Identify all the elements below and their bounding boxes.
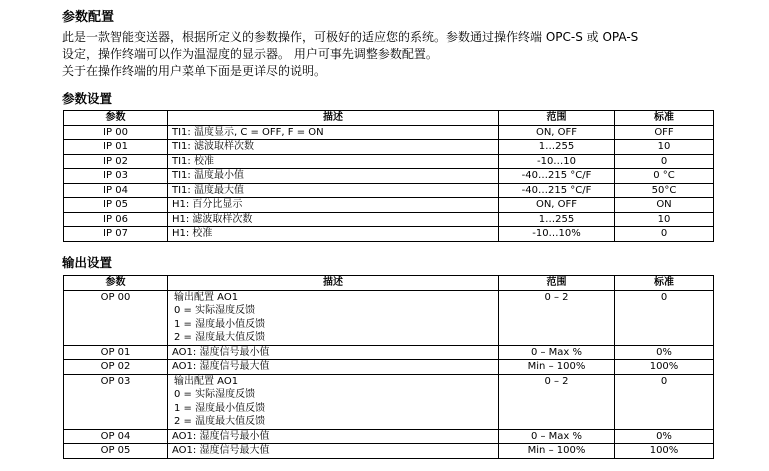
output-standard: 100% bbox=[615, 360, 714, 375]
param-code: IP 06 bbox=[64, 212, 168, 227]
output-range: 0 – 2 bbox=[499, 374, 615, 429]
param-range: -10…10 bbox=[499, 154, 615, 169]
table-row bbox=[64, 227, 714, 242]
output-desc bbox=[168, 374, 499, 429]
output-code: OP 02 bbox=[64, 360, 168, 375]
header-standard: 标准 bbox=[615, 276, 714, 291]
output-desc-option: 2 = 湿度最大值反馈 bbox=[174, 332, 266, 343]
output-desc-option: 1 = 湿度最小值反馈 bbox=[174, 402, 266, 414]
param-standard: 0 °C bbox=[615, 169, 714, 184]
output-standard: 0% bbox=[615, 345, 714, 360]
param-standard: ON bbox=[615, 198, 714, 213]
param-desc: TI1: 滤波取样次数 bbox=[168, 140, 499, 155]
header-desc: 描述 bbox=[168, 276, 499, 291]
table-row bbox=[64, 374, 714, 429]
header-param: 参数 bbox=[64, 276, 168, 291]
table-row bbox=[64, 140, 714, 155]
output-standard: 0 bbox=[615, 374, 714, 429]
header-range: 范围 bbox=[499, 111, 615, 126]
output-standard: 100% bbox=[615, 444, 714, 459]
param-desc: TI1: 温度最小值 bbox=[168, 169, 499, 184]
param-range: -40…215 °C/F bbox=[499, 169, 615, 184]
table-row bbox=[64, 290, 714, 345]
header-range: 范围 bbox=[499, 276, 615, 291]
output-table-header bbox=[64, 276, 714, 291]
section-title-output: 输出设置 bbox=[62, 255, 113, 270]
table-row bbox=[64, 125, 714, 140]
output-range: 0 – Max % bbox=[499, 345, 615, 360]
output-desc: AO1: 湿度信号最小值 bbox=[168, 429, 499, 444]
table-row bbox=[64, 198, 714, 213]
param-desc: TI1: 温度最大值 bbox=[168, 183, 499, 198]
param-desc: H1: 百分比显示 bbox=[168, 198, 499, 213]
output-code: OP 00 bbox=[64, 290, 168, 345]
intro-line-2: 设定，操作终端可以作为温湿度的显示器。 用户可事先调整参数配置。 bbox=[62, 47, 438, 61]
table-row bbox=[64, 429, 714, 444]
param-desc: TI1: 温度显示, C = OFF, F = ON bbox=[168, 125, 499, 140]
param-range: ON, OFF bbox=[499, 198, 615, 213]
output-code: OP 01 bbox=[64, 345, 168, 360]
output-table bbox=[63, 275, 714, 459]
intro-line-1: 此是一款智能变送器，根据所定义的参数操作，可极好的适应您的系统。参数通过操作终端 OPC-S 或 OPA-S bbox=[62, 30, 639, 44]
output-desc: AO1: 湿度信号最大值 bbox=[168, 360, 499, 375]
param-range: ON, OFF bbox=[499, 125, 615, 140]
header-param: 参数 bbox=[64, 111, 168, 126]
param-code: IP 04 bbox=[64, 183, 168, 198]
output-desc-option: 0 = 实际湿度反馈 bbox=[174, 389, 256, 400]
table-row bbox=[64, 183, 714, 198]
param-standard: OFF bbox=[615, 125, 714, 140]
output-desc: AO1: 湿度信号最大值 bbox=[168, 444, 499, 459]
output-code: OP 05 bbox=[64, 444, 168, 459]
header-desc: 描述 bbox=[168, 111, 499, 126]
output-desc-option: 1 = 湿度最小值反馈 bbox=[174, 318, 266, 330]
table-row bbox=[64, 444, 714, 459]
table-row bbox=[64, 212, 714, 227]
table-row bbox=[64, 169, 714, 184]
param-code: IP 01 bbox=[64, 140, 168, 155]
output-range: Min – 100% bbox=[499, 360, 615, 375]
param-code: IP 05 bbox=[64, 198, 168, 213]
param-desc: TI1: 校准 bbox=[168, 154, 499, 169]
param-standard: 0 bbox=[615, 227, 714, 242]
param-desc: H1: 校准 bbox=[168, 227, 499, 242]
section-title-config: 参数配置 bbox=[62, 10, 115, 25]
table-row bbox=[64, 345, 714, 360]
param-code: IP 07 bbox=[64, 227, 168, 242]
table-row bbox=[64, 154, 714, 169]
param-standard: 50°C bbox=[615, 183, 714, 198]
param-range: 1…255 bbox=[499, 140, 615, 155]
param-standard: 10 bbox=[615, 140, 714, 155]
param-table-header bbox=[64, 111, 714, 126]
output-desc-option: 2 = 温度最大值反馈 bbox=[174, 416, 266, 427]
output-desc: AO1: 湿度信号最小值 bbox=[168, 345, 499, 360]
output-range: 0 – 2 bbox=[499, 290, 615, 345]
output-range: Min – 100% bbox=[499, 444, 615, 459]
param-range: -10…10% bbox=[499, 227, 615, 242]
output-desc-option: 0 = 实际湿度反馈 bbox=[174, 305, 256, 316]
intro-line-3: 关于在操作终端的用户菜单下面是更详尽的说明。 bbox=[62, 64, 327, 78]
param-code: IP 00 bbox=[64, 125, 168, 140]
param-code: IP 02 bbox=[64, 154, 168, 169]
param-desc: H1: 滤波取样次数 bbox=[168, 212, 499, 227]
section-title-params: 参数设置 bbox=[62, 91, 113, 106]
param-standard: 10 bbox=[615, 212, 714, 227]
output-standard: 0% bbox=[615, 429, 714, 444]
output-desc bbox=[168, 290, 499, 345]
param-range: 1…255 bbox=[499, 212, 615, 227]
output-standard: 0 bbox=[615, 290, 714, 345]
output-desc-title: 输出配置 AO1 bbox=[174, 375, 239, 387]
output-code: OP 04 bbox=[64, 429, 168, 444]
param-standard: 0 bbox=[615, 154, 714, 169]
output-range: 0 – Max % bbox=[499, 429, 615, 444]
table-row bbox=[64, 360, 714, 375]
param-code: IP 03 bbox=[64, 169, 168, 184]
output-code: OP 03 bbox=[64, 374, 168, 429]
param-range: -40…215 °C/F bbox=[499, 183, 615, 198]
param-table bbox=[63, 110, 714, 242]
output-desc-title: 输出配置 AO1 bbox=[174, 291, 239, 303]
header-standard: 标准 bbox=[615, 111, 714, 126]
